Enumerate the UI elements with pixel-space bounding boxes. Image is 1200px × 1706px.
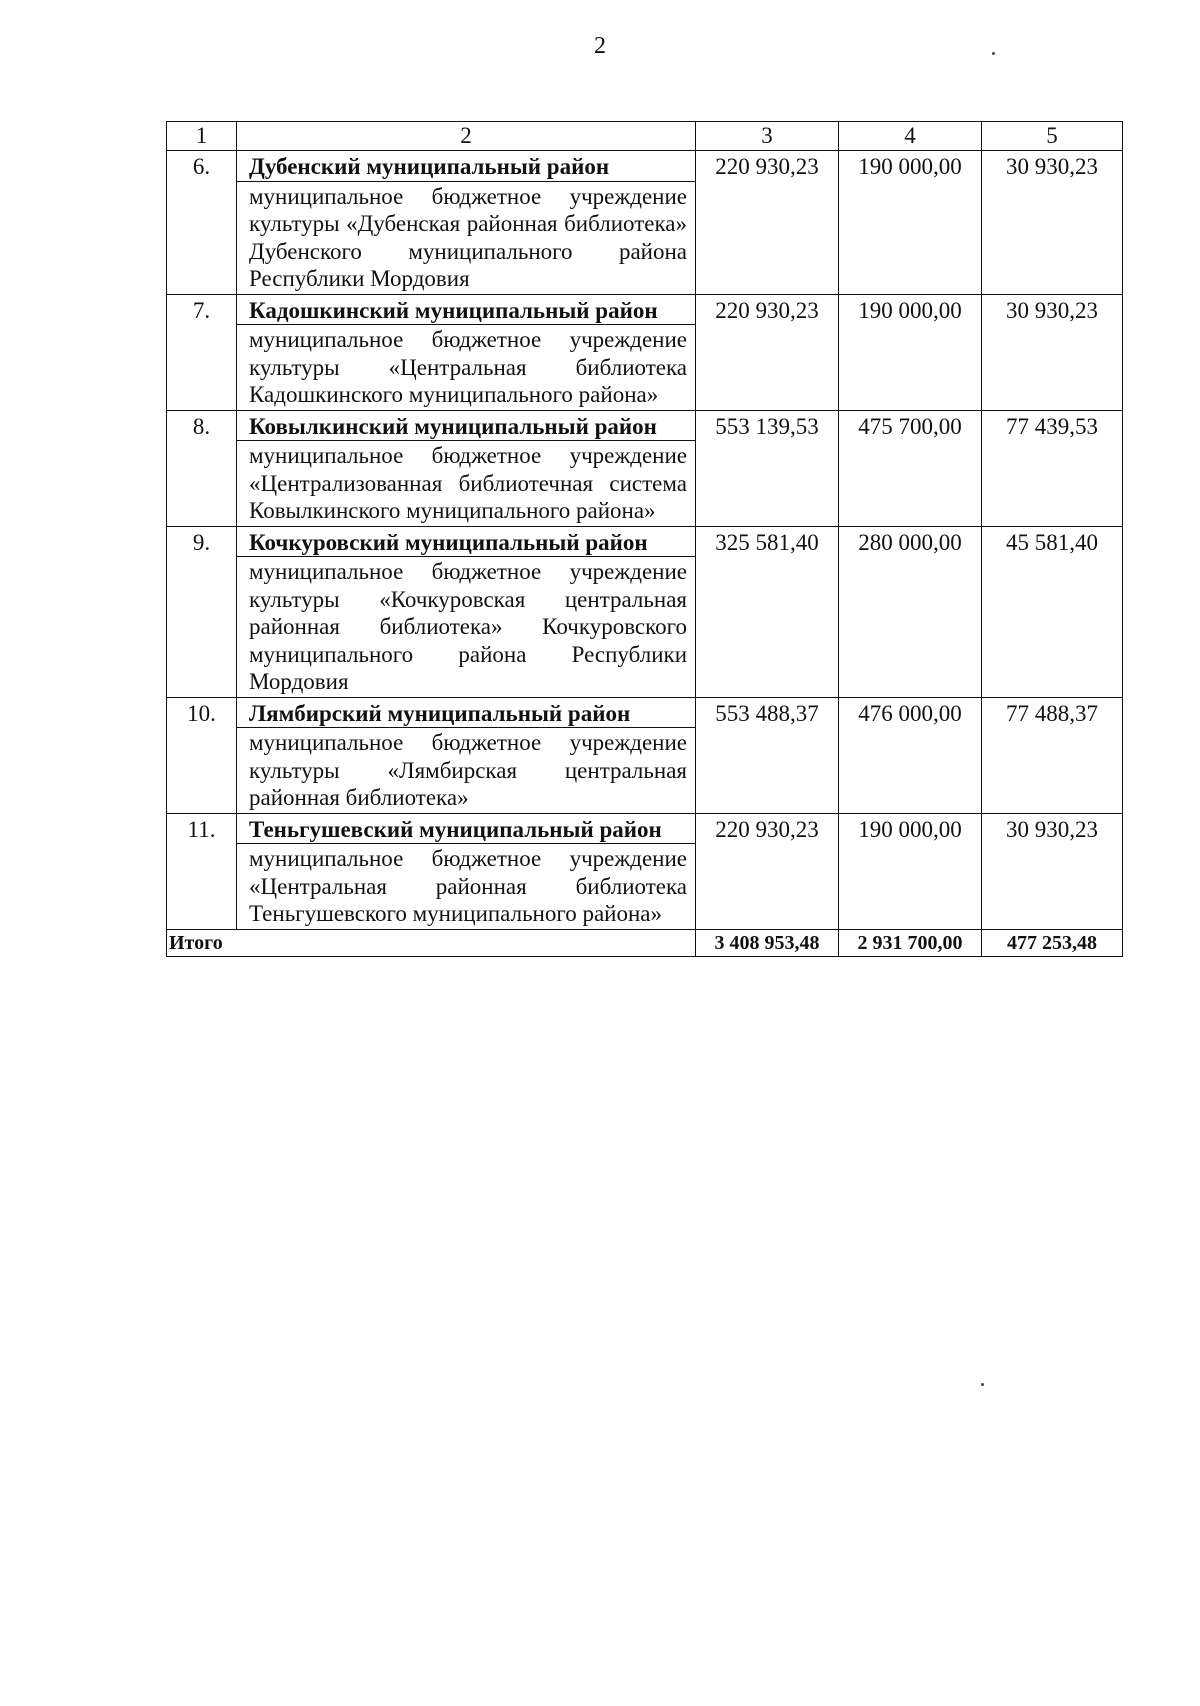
amount-col5: 77 439,53 <box>982 410 1123 526</box>
amount-col3: 220 930,23 <box>696 294 839 410</box>
table-row <box>167 813 1123 929</box>
amount-col5: 30 930,23 <box>982 813 1123 929</box>
scan-speck-top <box>992 52 995 55</box>
amount-col4: 190 000,00 <box>839 294 982 410</box>
amount-col3: 325 581,40 <box>696 526 839 697</box>
budget-table <box>166 121 1123 957</box>
amount-col3: 553 139,53 <box>696 410 839 526</box>
district-name: Лямбирский муниципальный район <box>237 698 695 729</box>
table-row <box>167 151 1123 295</box>
row-number: 7. <box>167 294 237 410</box>
amount-col4: 190 000,00 <box>839 151 982 295</box>
amount-col3: 220 930,23 <box>696 813 839 929</box>
total-spacer <box>237 929 696 956</box>
total-label: Итого <box>167 929 237 956</box>
page-number: 2 <box>594 33 606 59</box>
amount-col4: 476 000,00 <box>839 697 982 813</box>
column-number: 1 <box>167 122 237 151</box>
amount-col5: 30 930,23 <box>982 151 1123 295</box>
amount-col3: 553 488,37 <box>696 697 839 813</box>
amount-col5: 45 581,40 <box>982 526 1123 697</box>
scan-speck-bottom <box>981 1383 984 1386</box>
total-col3: 3 408 953,48 <box>696 929 839 956</box>
institution-name: муниципальное бюджетное учреждение культуры «Центральная библиотека Кадошкинского муниципального района» <box>249 327 687 407</box>
table-row <box>167 410 1123 526</box>
amount-col4: 190 000,00 <box>839 813 982 929</box>
institution-name: муниципальное бюджетное учреждение культуры «Кочкуровская центральная районная библиотека» Кочкуровского муниципального района Республики Мордовия <box>249 559 687 694</box>
row-description <box>237 410 696 526</box>
table-row <box>167 697 1123 813</box>
district-name: Дубенский муниципальный район <box>237 151 695 182</box>
row-number: 10. <box>167 697 237 813</box>
table-row <box>167 294 1123 410</box>
institution-name: муниципальное бюджетное учреждение «Центральная районная библиотека Теньгушевского муниципального района» <box>249 846 687 926</box>
row-number: 8. <box>167 410 237 526</box>
amount-col5: 77 488,37 <box>982 697 1123 813</box>
total-col4: 2 931 700,00 <box>839 929 982 956</box>
row-number: 11. <box>167 813 237 929</box>
column-number: 5 <box>982 122 1123 151</box>
total-col5: 477 253,48 <box>982 929 1123 956</box>
row-description <box>237 526 696 697</box>
district-name: Теньгушевский муниципальный район <box>237 814 695 845</box>
table-row <box>167 526 1123 697</box>
institution-name: муниципальное бюджетное учреждение «Централизованная библиотечная система Ковылкинского муниципального района» <box>249 443 687 523</box>
district-name: Кочкуровский муниципальный район <box>237 527 695 558</box>
row-description <box>237 294 696 410</box>
column-number: 2 <box>237 122 696 151</box>
row-description <box>237 813 696 929</box>
row-description <box>237 697 696 813</box>
column-number: 3 <box>696 122 839 151</box>
total-row <box>167 929 1123 956</box>
amount-col4: 280 000,00 <box>839 526 982 697</box>
column-number: 4 <box>839 122 982 151</box>
amount-col4: 475 700,00 <box>839 410 982 526</box>
row-number: 9. <box>167 526 237 697</box>
row-description <box>237 151 696 295</box>
institution-name: муниципальное бюджетное учреждение культуры «Лямбирская центральная районная библиотека» <box>249 730 687 810</box>
column-number-row <box>167 122 1123 151</box>
district-name: Ковылкинский муниципальный район <box>237 411 695 442</box>
row-number: 6. <box>167 151 237 295</box>
institution-name: муниципальное бюджетное учреждение культуры «Дубенская районная библиотека» Дубенского муниципального района Республики Мордовия <box>249 183 687 291</box>
amount-col5: 30 930,23 <box>982 294 1123 410</box>
district-name: Кадошкинский муниципальный район <box>237 295 695 326</box>
amount-col3: 220 930,23 <box>696 151 839 295</box>
